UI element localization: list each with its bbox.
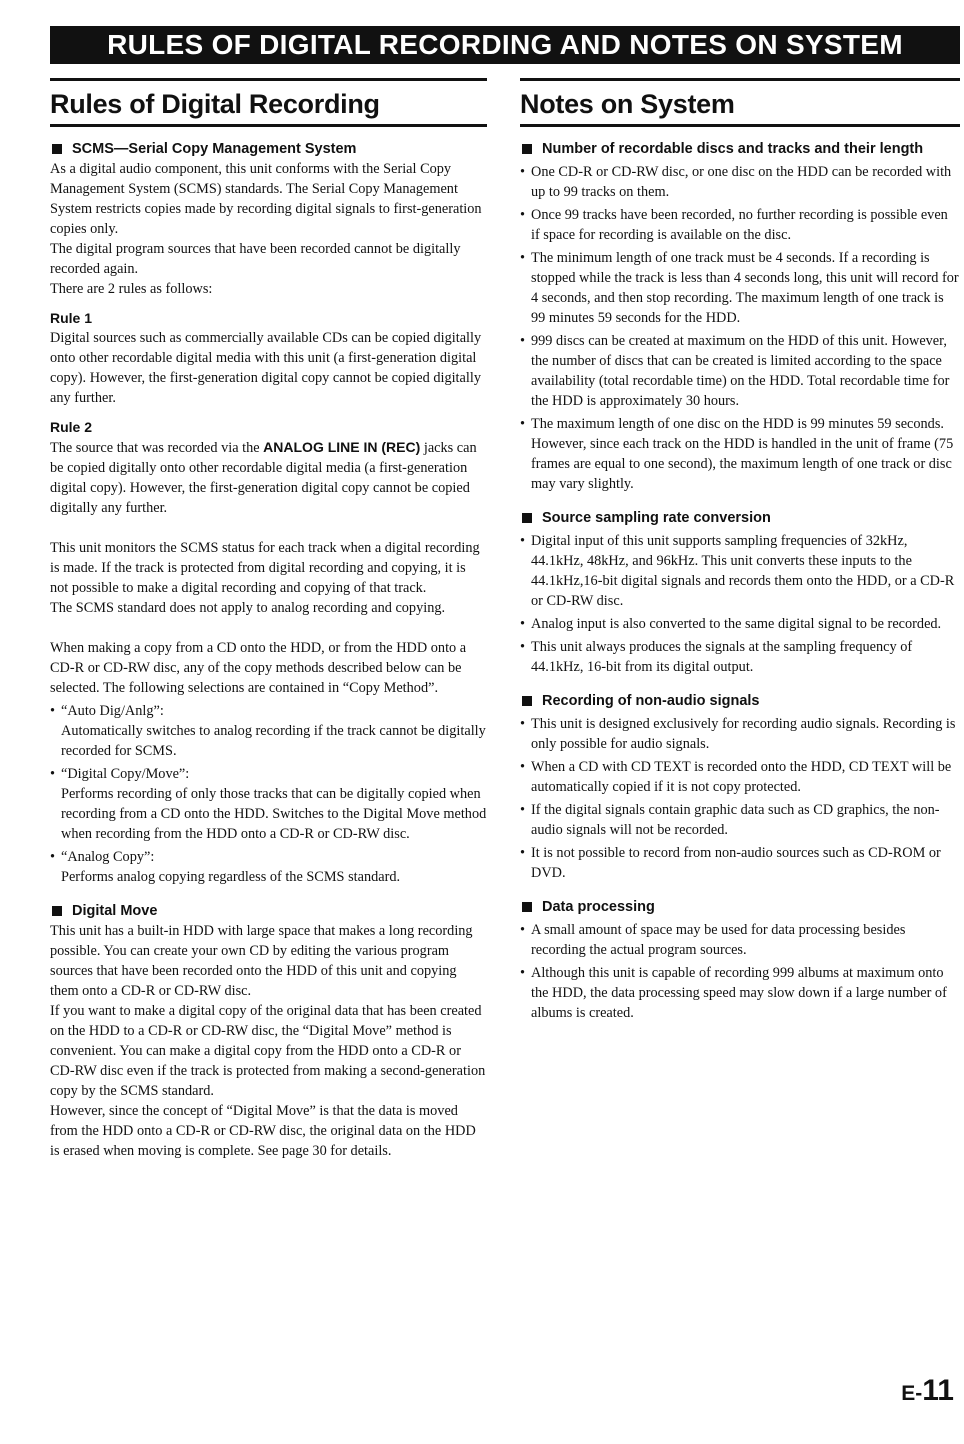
copy-method-desc: Performs analog copying regardless of the SCMS standard. bbox=[61, 869, 401, 885]
list-item: • Digital input of this unit supports sampling frequencies of 32kHz, 44.1kHz, 48kHz, and 96kHz. This unit converts these inputs to the 44.1kHz,16-bit digital signals and records them onto the HDD, or a CD-R or CD-RW disc. bbox=[520, 533, 955, 609]
scms-paragraph-3: There are 2 rules as follows: bbox=[50, 281, 213, 297]
digital-move-paragraph-3: However, since the concept of “Digital Move” is that the data is moved from the HDD onto a CD-R or CD-RW disc, the original data on the HDD is erased when moving is complete. See page 30 for details. bbox=[50, 1103, 476, 1159]
right-column bbox=[520, 78, 960, 1023]
list-item: • “Auto Dig/Anlg”: Automatically switches to analog recording if the track cannot be digitally recorded for SCMS. bbox=[50, 703, 486, 759]
copy-method-name: “Analog Copy”: bbox=[61, 849, 155, 865]
list-item: • “Digital Copy/Move”: Performs recording of only those tracks that can be digitally copied when recording from a CD onto the HDD. Switches to the Digital Move method when recording from the HDD onto a CD-R or CD-RW disc. bbox=[50, 766, 487, 842]
list-item: • 999 discs can be created at maximum on the HDD of this unit. However, the number of discs that can be created is limited according to the space availability (total recordable time) on the HDD. Total recordable time for the HDD is approximately 30 hours. bbox=[520, 333, 950, 409]
digital-move-paragraph-2: If you want to make a digital copy of the original data that has been created on the HDD to a CD-R or CD-RW disc, the “Digital Move” method is convenient. You can make a digital copy from the HDD onto a CD-R or CD-RW disc even if the track is protected from making a second-generation copy by the SCMS standard. bbox=[50, 1003, 486, 1099]
subheading-scms: SCMS—Serial Copy Management System bbox=[50, 139, 487, 159]
square-bullet-icon bbox=[522, 144, 532, 154]
list-item: • This unit always produces the signals at the sampling frequency of 44.1kHz, 16-bit from its digital output. bbox=[520, 639, 913, 675]
list-item: • One CD-R or CD-RW disc, or one disc on the HDD can be recorded with up to 99 tracks on them. bbox=[520, 164, 952, 200]
list-item: • A small amount of space may be used for data processing besides recording the actual program sources. bbox=[520, 922, 906, 958]
scms-paragraph-2: The digital program sources that have been recorded cannot be digitally recorded again. bbox=[50, 241, 461, 277]
analog-line-in-label: ANALOG LINE IN (REC) bbox=[263, 439, 421, 455]
copy-method-name: “Auto Dig/Anlg”: bbox=[61, 703, 164, 719]
list-item: • This unit is designed exclusively for recording audio signals. Recording is only possible for audio signals. bbox=[520, 716, 956, 752]
rule-2-text: The source that was recorded via the ANALOG LINE IN (REC) jacks can be copied digitally onto other recordable digital media (a first-generation digital copy). However, the first-generation digital copy cannot be copied digitally any further. bbox=[50, 439, 477, 516]
subheading-data-processing: Data processing bbox=[520, 897, 960, 917]
list-item: • Analog input is also converted to the same digital signal to be recorded. bbox=[520, 616, 942, 632]
scms-paragraph-6: When making a copy from a CD onto the HDD, or from the HDD onto a CD-R or CD-RW disc, any of the copy methods described below can be selected. The following selections are contained in “Copy Method”. bbox=[50, 640, 467, 696]
list-item: • The maximum length of one disc on the HDD is 99 minutes 59 seconds. However, since each track on the HDD is handled in the unit of frame (75 frames are equal to one second), the maximum length of one track or disc may vary slightly. bbox=[520, 416, 954, 492]
left-column bbox=[50, 78, 487, 1161]
banner-title: RULES OF DIGITAL RECORDING AND NOTES ON SYSTEM bbox=[107, 29, 903, 60]
list-item: • “Analog Copy”: Performs analog copying regardless of the SCMS standard. bbox=[50, 847, 487, 887]
scms-paragraph-1: As a digital audio component, this unit conforms with the Serial Copy Management System (SCMS) standards. The Serial Copy Management System restricts copies made by recording digital signals to first-generation copies only. bbox=[50, 161, 482, 237]
subheading-sampling-rate: Source sampling rate conversion bbox=[520, 508, 960, 528]
scms-paragraph-5: The SCMS standard does not apply to analog recording and copying. bbox=[50, 600, 446, 616]
list-item: • When a CD with CD TEXT is recorded onto the HDD, CD TEXT will be automatically copied if it is not copy protected. bbox=[520, 759, 952, 795]
scms-paragraph-4: This unit monitors the SCMS status for each track when a digital recording is made. If the track is protected from digital recording and copying, it is not possible to make a digital recording and copying of that track. bbox=[50, 540, 480, 596]
copy-method-desc: Performs recording of only those tracks that can be digitally copied when recording from a CD onto the HDD. Switches to the Digital Move method when recording from the HDD onto a CD-R or CD-RW disc. bbox=[61, 786, 487, 842]
list-item: • If the digital signals contain graphic data such as CD graphics, the non-audio signals will not be recorded. bbox=[520, 802, 940, 838]
copy-method-name: “Digital Copy/Move”: bbox=[61, 766, 190, 782]
list-item: • Although this unit is capable of recording 999 albums at maximum onto the HDD, the data processing speed may slow down if a large number of albums is created. bbox=[520, 965, 947, 1021]
copy-method-desc: Automatically switches to analog recording if the track cannot be digitally recorded for SCMS. bbox=[61, 723, 486, 759]
digital-move-paragraph-1: This unit has a built-in HDD with large space that makes a long recording possible. You can create your own CD by editing the various program sources that have been recorded onto the HDD of this unit and copying them onto a CD-R or CD-RW disc. bbox=[50, 923, 473, 999]
rule-2-heading: Rule 2 bbox=[50, 419, 93, 435]
rule-1-text: Digital sources such as commercially available CDs can be copied digitally onto other recordable digital media with this unit (a first-generation digital copy). However, the first-generation digital copy cannot be copied digitally any further. bbox=[50, 330, 482, 406]
square-bullet-icon bbox=[52, 144, 62, 154]
square-bullet-icon bbox=[522, 902, 532, 912]
page-number: E-11 bbox=[901, 1374, 954, 1407]
section-title-rules: Rules of Digital Recording bbox=[50, 78, 487, 127]
page-banner bbox=[50, 26, 960, 64]
subheading-non-audio: Recording of non-audio signals bbox=[520, 691, 960, 711]
list-item: • Once 99 tracks have been recorded, no further recording is possible even if space for recording is available on the disc. bbox=[520, 207, 948, 243]
list-item: • The minimum length of one track must be 4 seconds. If a recording is stopped while the track is less than 4 seconds long, this unit will record for 4 seconds, and then stop recording. The maximum length of one track is 99 minutes 59 seconds for the HDD. bbox=[520, 250, 959, 326]
square-bullet-icon bbox=[522, 696, 532, 706]
square-bullet-icon bbox=[52, 906, 62, 916]
square-bullet-icon bbox=[522, 513, 532, 523]
subheading-digital-move: Digital Move bbox=[50, 901, 487, 921]
section-title-notes: Notes on System bbox=[520, 78, 960, 127]
subheading-recordable-discs: Number of recordable discs and tracks and their length bbox=[520, 139, 960, 159]
list-item: • It is not possible to record from non-audio sources such as CD-ROM or DVD. bbox=[520, 845, 941, 881]
rule-1-heading: Rule 1 bbox=[50, 310, 93, 326]
